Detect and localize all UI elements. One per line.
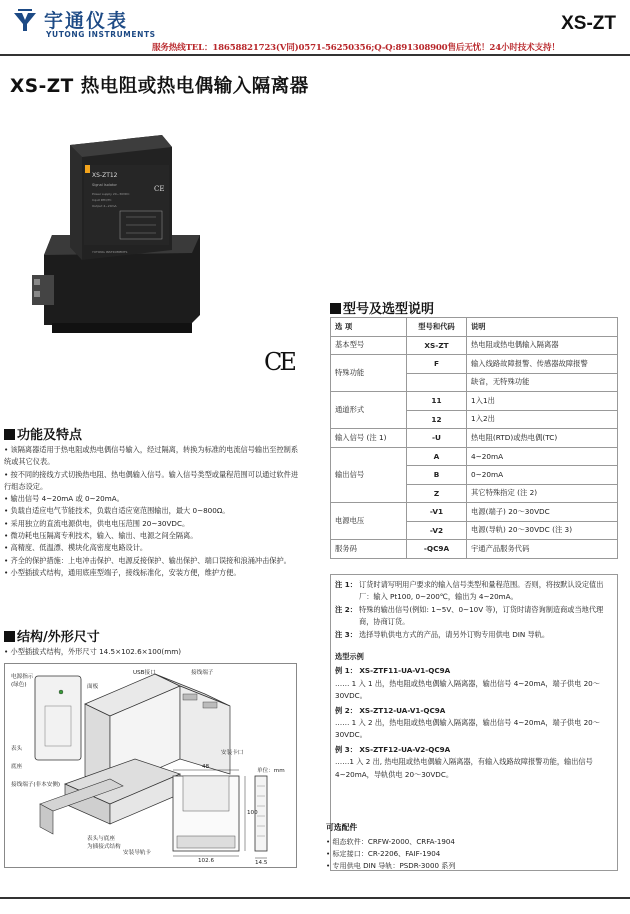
selection-heading: 型号及选型说明	[330, 298, 434, 317]
feature-item: • 该隔离器适用于热电阻或热电偶信号输入，经过隔离，转换为标准的电流信号输出至控制系统或其它仪表。	[4, 444, 304, 469]
desc-cell: 1入2出	[467, 410, 618, 429]
example-text: …… 1 入 2 出，热电阻或热电偶输入隔离器，输出信号 4~20mA，端子供电 20～30VDC。	[335, 718, 600, 740]
option-cell: 输入信号 (注 1)	[331, 429, 407, 448]
page-header	[0, 0, 630, 60]
code-cell: B	[407, 466, 467, 485]
dimension-100: 100	[247, 810, 258, 816]
feature-item: • 高精度、低温漂、模块化高密度电路设计。	[4, 542, 304, 554]
svg-text:Signal Isolator: Signal Isolator	[92, 183, 117, 187]
service-hotline: 服务热线TEL：18658821723(V同)0571-56250356;Q-Q:891308900售后无忧！24小时技术支持！	[152, 43, 560, 53]
label-base: 底座	[11, 764, 23, 770]
column-header: 说明	[467, 318, 618, 337]
code-cell: 11	[407, 392, 467, 411]
table-row	[331, 503, 618, 522]
features-heading: 功能及特点	[4, 424, 82, 443]
examples-heading: 选型示例	[335, 652, 364, 662]
example-title: 例 3： XS-ZTF12-UA-V2-QC9A	[335, 744, 451, 754]
example-text: ……1 入 2 出, 热电阻或热电偶输入隔离器，有输入线路故障报警功能，输出信号 4~20mA，导轨供电 20～30VDC。	[335, 757, 593, 779]
column-header: 型号和代码	[407, 318, 467, 337]
table-row	[331, 392, 618, 411]
feature-item: • 负载自适应电气节能技术，负载自适应宽范围输出，最大 0~800Ω。	[4, 505, 304, 517]
desc-cell: 缺省，无特殊功能	[467, 373, 618, 392]
label-unit: 单位：mm	[257, 768, 285, 774]
features-list	[4, 444, 304, 579]
footer-divider	[0, 897, 630, 899]
label-mount-clip: 安装卡口	[221, 750, 244, 756]
structure-note: • 小型插拔式结构，外形尺寸 14.5×102.6×100(mm)	[4, 647, 181, 657]
brand-name-en: YUTONG INSTRUMENTS	[46, 30, 156, 39]
accessories-heading: 可选配件	[326, 823, 358, 832]
label-wiring-terminal: 接线端子	[191, 670, 214, 676]
table-row	[331, 447, 618, 466]
feature-item: • 按不同的接线方式切换热电阻、热电偶输入信号。输入信号类型或量程范围可以通过软件进行组态设定。	[4, 469, 304, 494]
option-cell: 服务码	[331, 540, 407, 559]
label-panel: 面板	[87, 684, 99, 690]
table-row	[331, 336, 618, 355]
label-wiring-board: 接线端子(非本安侧)	[11, 782, 61, 788]
feature-item: • 微功耗电压隔离专利技术，输入、输出、电源之间全隔离。	[4, 530, 304, 542]
option-cell: 特殊功能	[331, 355, 407, 392]
desc-cell: 热电阻(RTD)或热电偶(TC)	[467, 429, 618, 448]
accessory-item: • 标定接口：CR-2206、FAIF-1904	[326, 848, 455, 860]
desc-cell: 0~20mA	[467, 466, 618, 485]
code-cell: Z	[407, 484, 467, 503]
dimension-102: 102.6	[198, 858, 215, 864]
accessory-item: • 组态软件：CRFW-2000、CRFA-1904	[326, 836, 455, 848]
example-title: 例 2： XS-ZT12-UA-V1-QC9A	[335, 705, 446, 715]
note-item	[335, 604, 613, 629]
table-row	[331, 540, 618, 559]
svg-text:XS-ZT12: XS-ZT12	[92, 172, 118, 179]
note-item	[335, 629, 613, 641]
header-divider	[0, 54, 630, 56]
product-photo	[22, 135, 202, 345]
desc-cell: 其它特殊指定 (注 2)	[467, 484, 618, 503]
label-connector: 表头与底座 为插接式结构	[87, 836, 121, 850]
feature-item: • 输出信号 4~20mA 或 0~20mA。	[4, 493, 304, 505]
label-rail-clip: 安装导轨卡	[123, 850, 151, 856]
code-cell: XS-ZT	[407, 336, 467, 355]
feature-item: • 小型插拔式结构，通用底座型端子，接线标准化，安装方便，维护方便。	[4, 567, 304, 579]
notes-and-examples	[330, 574, 618, 871]
table-row	[331, 429, 618, 448]
desc-cell: 电源(导轨) 20～30VDC (注 3)	[467, 521, 618, 540]
svg-text:Power supply 20~30VDC: Power supply 20~30VDC	[92, 192, 130, 196]
code-cell: -U	[407, 429, 467, 448]
option-cell: 输出信号	[331, 447, 407, 503]
table-row	[331, 355, 618, 374]
svg-text:CE: CE	[154, 185, 165, 193]
dimension-145: 14.5	[255, 860, 268, 866]
desc-cell: 输入线路故障报警、传感器故障报警	[467, 355, 618, 374]
model-selection-table	[330, 317, 618, 559]
structure-heading: 结构/外形尺寸	[4, 626, 100, 645]
svg-text:YUTONG INSTRUMENTS: YUTONG INSTRUMENTS	[92, 250, 128, 254]
svg-text:Input RTD/TC: Input RTD/TC	[92, 198, 112, 202]
brand-name-cn: 宇通仪表	[44, 10, 129, 32]
svg-text:Output 4~20mA: Output 4~20mA	[92, 204, 117, 208]
option-cell: 基本型号	[331, 336, 407, 355]
table-header-row	[331, 318, 618, 337]
code-cell: -V2	[407, 521, 467, 540]
dimension-drawing-svg	[5, 664, 298, 869]
accessories-list	[326, 836, 455, 871]
column-header: 选 项	[331, 318, 407, 337]
desc-cell: 热电阻或热电偶输入隔离器	[467, 336, 618, 355]
code-cell: F	[407, 355, 467, 374]
dimension-drawing	[4, 663, 297, 868]
desc-cell: 1入1出	[467, 392, 618, 411]
example-title: 例 1： XS-ZTF11-UA-V1-QC9A	[335, 666, 451, 676]
note-text: 订货时请写明用户要求的输入信号类型和量程范围。否则，将按默认设定值出厂：输入 Pt100, 0~200℃，输出为 4~20mA。	[359, 580, 604, 602]
option-cell: 电源电压	[331, 503, 407, 540]
yutong-logo-icon	[12, 8, 38, 34]
feature-item: • 齐全的保护措施：上电冲击保护、电源反接保护、输出保护、端口误接和浪涌冲击保护。	[4, 555, 304, 567]
option-cell: 通道形式	[331, 392, 407, 429]
note-tag: 注 3：	[335, 629, 357, 639]
accessory-item: • 专用供电 DIN 导轨：PSDR-3000 系列	[326, 860, 455, 872]
code-cell: -QC9A	[407, 540, 467, 559]
ce-certification-mark: CE	[264, 348, 294, 376]
note-item	[335, 579, 613, 604]
code-cell	[407, 373, 467, 392]
note-text: 特殊的输出信号(例如: 1~5V、0~10V 等)，订货时请咨询制造商或当地代理商，协商订货。	[359, 604, 604, 627]
code-cell: -V1	[407, 503, 467, 522]
label-usb: USB接口	[133, 670, 156, 676]
desc-cell: 宇通产品服务代码	[467, 540, 618, 559]
label-power-led: 电源指示 (绿色)	[11, 674, 34, 688]
header-model-code: XS-ZT	[561, 13, 616, 34]
code-cell: 12	[407, 410, 467, 429]
desc-cell: 电源(端子) 20～30VDC	[467, 503, 618, 522]
example-text: …… 1 入 1 出，热电阻或热电偶输入隔离器，输出信号 4~20mA，端子供电 20～30VDC。	[335, 678, 600, 701]
note-text: 选择导轨供电方式的产品，请另外订购专用供电 DIN 导轨。	[359, 629, 550, 639]
note-tag: 注 1：	[335, 580, 357, 589]
note-tag: 注 2：	[335, 604, 357, 614]
desc-cell: 4~20mA	[467, 447, 618, 466]
feature-item: • 采用独立的直流电源供电，供电电压范围 20~30VDC。	[4, 518, 304, 530]
code-cell: A	[407, 447, 467, 466]
page-title: XS-ZT 热电阻或热电偶输入隔离器	[10, 76, 309, 97]
dimension-48: 48	[202, 764, 210, 770]
label-head: 表头	[11, 746, 23, 752]
